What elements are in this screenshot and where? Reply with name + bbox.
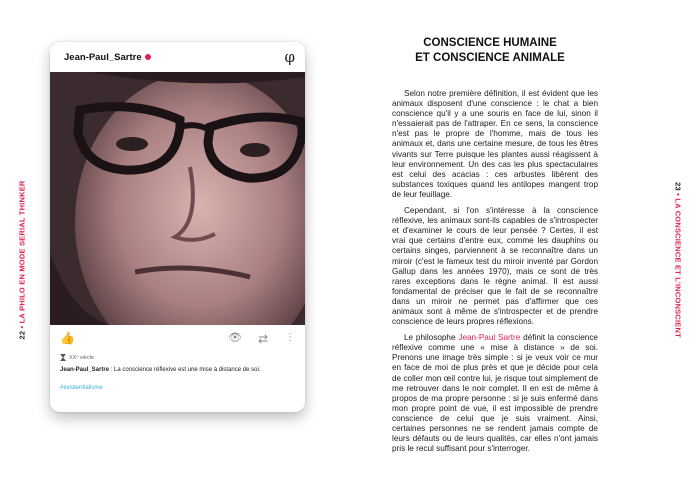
card-quote [60,367,295,373]
hashtag-link[interactable]: #existentialisme [60,385,103,391]
chapter-title [400,36,580,66]
portrait-photo [50,72,305,325]
hourglass-icon [60,354,66,361]
title-line-2: ET CONSCIENCE ANIMALE [415,52,565,64]
philosopher-card [50,42,305,412]
thumbs-up-icon[interactable]: 👍 [60,331,75,345]
quote-author: Jean-Paul_Sartre [60,367,110,373]
repost-icon[interactable]: ⇄ [258,332,269,346]
paragraph-2: Cependant, si l'on s'intéresse à la conscience réflexive, les animaux sont-ils capables de s'introspecter et d'examiner le cours de leur pensée ? Certes, il est vrai que certains d'entre eux, comme les dauphins ou certains singes, parviennent à se reconnaître dans un miroir (c'est le fameux test du miroir inventé par Gordon Gallup dans les années 1970), mais ce sont de très rares exceptions dans le règne animal. Il est aussi fondamental de préciser que le fait de se reconnaître dans un miroir ne permet pas d'affirmer que ces animaux sont à même de s'introspecter et de prendre conscience de leurs propres réflexions. [392,206,598,327]
left-head-separator: • [17,323,27,329]
eye-icon[interactable]: 👁 [228,332,242,344]
right-running-head-text: LA CONSCIENCE ET L'INCONSCIENT [673,198,683,338]
online-dot-icon [145,54,151,60]
paragraph-3-end: définit la conscience réflexive comme une « mise à distance » de soi. Prenons une image très simple : si je veux voir ce mur en face de moi de plus près et que je décide pour cela de coller mon œil contre lui, je risque tout simplement de me retrouver dans le noir complet. Il en est de même à propos de ma propre personne : si je suis enfermé dans mon propre point de vue, il est impossible de prendre conscience de celui que je suis vraiment. Ainsi, certaines personnes ne se rendent jamais compte de leurs défauts ou de leurs qualités, car elles n'ont jamais pris le recul suffisant pour s'interroger. [392,333,598,454]
card-actions [50,330,305,350]
right-page-number: 23 [673,182,683,191]
paragraph-3 [392,333,598,454]
right-head-separator: • [673,193,683,199]
paragraph-1: Selon notre première définition, il est évident que les animaux disposent d'une conscience : le chat a bien conscience qu'il y a une souris en face de lui, sinon il n'essaierait pas de l'attraper. En ce sens, la conscience n'est pas le propre de l'homme, mais de tous les animaux et, dans une certaine mesure, de tous les êtres vivants sur Terre puisque les plantes aussi réagissent à leur environnement. Un des cas les plus spectaculaires est celui des acacias : ces arbustes libèrent des substances toxiques quand les antilopes mangent trop de leur feuillage. [392,89,598,199]
phi-logo-icon: φ [284,48,295,66]
card-username: Jean-Paul_Sartre [64,51,142,63]
left-page-number: 22 [17,330,27,340]
right-running-head [674,182,683,338]
left-running-head [18,180,27,339]
body-text [392,89,598,460]
paragraph-3-start: Le philosophe [404,333,459,343]
left-running-head-text: LA PHILO EN MODE SERIAL THINKER [17,180,27,324]
share-icon[interactable]: ⋮ [285,332,295,343]
card-header [50,42,305,72]
century-text: XXᵉ siècle [69,354,94,361]
quote-text: : La conscience réflexive est une mise à distance de soi. [109,367,261,373]
philosopher-name-highlight: Jean-Paul Sartre [458,333,521,343]
title-line-1: CONSCIENCE HUMAINE [423,37,557,49]
century-label [60,354,94,361]
